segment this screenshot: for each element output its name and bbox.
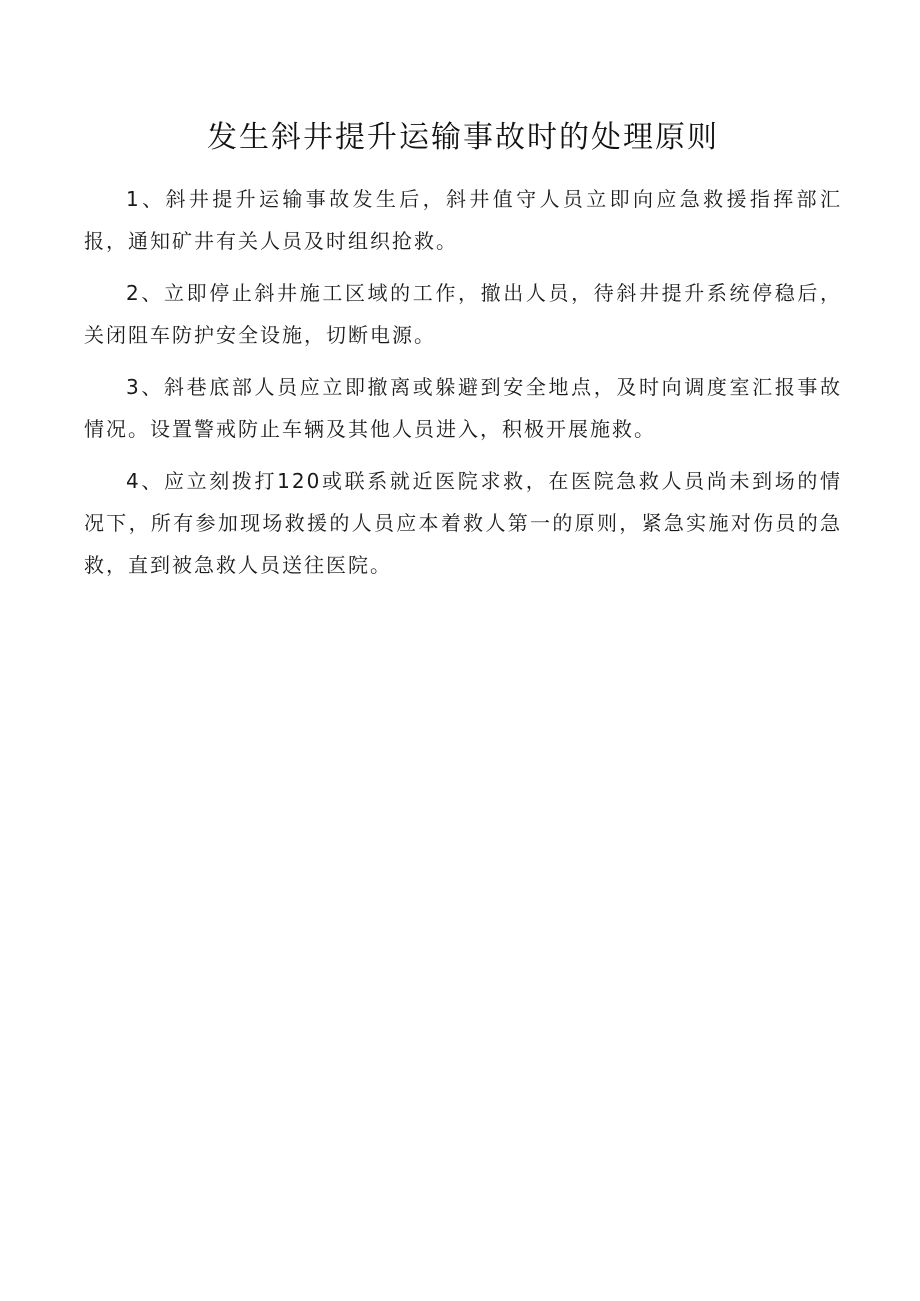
paragraph-4: 4、应立刻拨打120或联系就近医院求救，在医院急救人员尚未到场的情况下，所有参加现场救援的人员应本着救人第一的原则，紧急实施对伤员的急救，直到被急救人员送往医院。 [84,469,842,577]
paragraph-1: 1、斜井提升运输事故发生后，斜井值守人员立即向应急救援指挥部汇报，通知矿井有关人员及时组织抢救。 [84,187,842,253]
paragraph-3: 3、斜巷底部人员应立即撤离或躲避到安全地点，及时向调度室汇报事故情况。设置警戒防止车辆及其他人员进入，积极开展施救。 [84,375,842,441]
paragraph-2: 2、立即停止斜井施工区域的工作，撤出人员，待斜井提升系统停稳后，关闭阻车防护安全设施，切断电源。 [84,281,842,347]
document-title: 发生斜井提升运输事故时的处理原则 [207,120,719,155]
